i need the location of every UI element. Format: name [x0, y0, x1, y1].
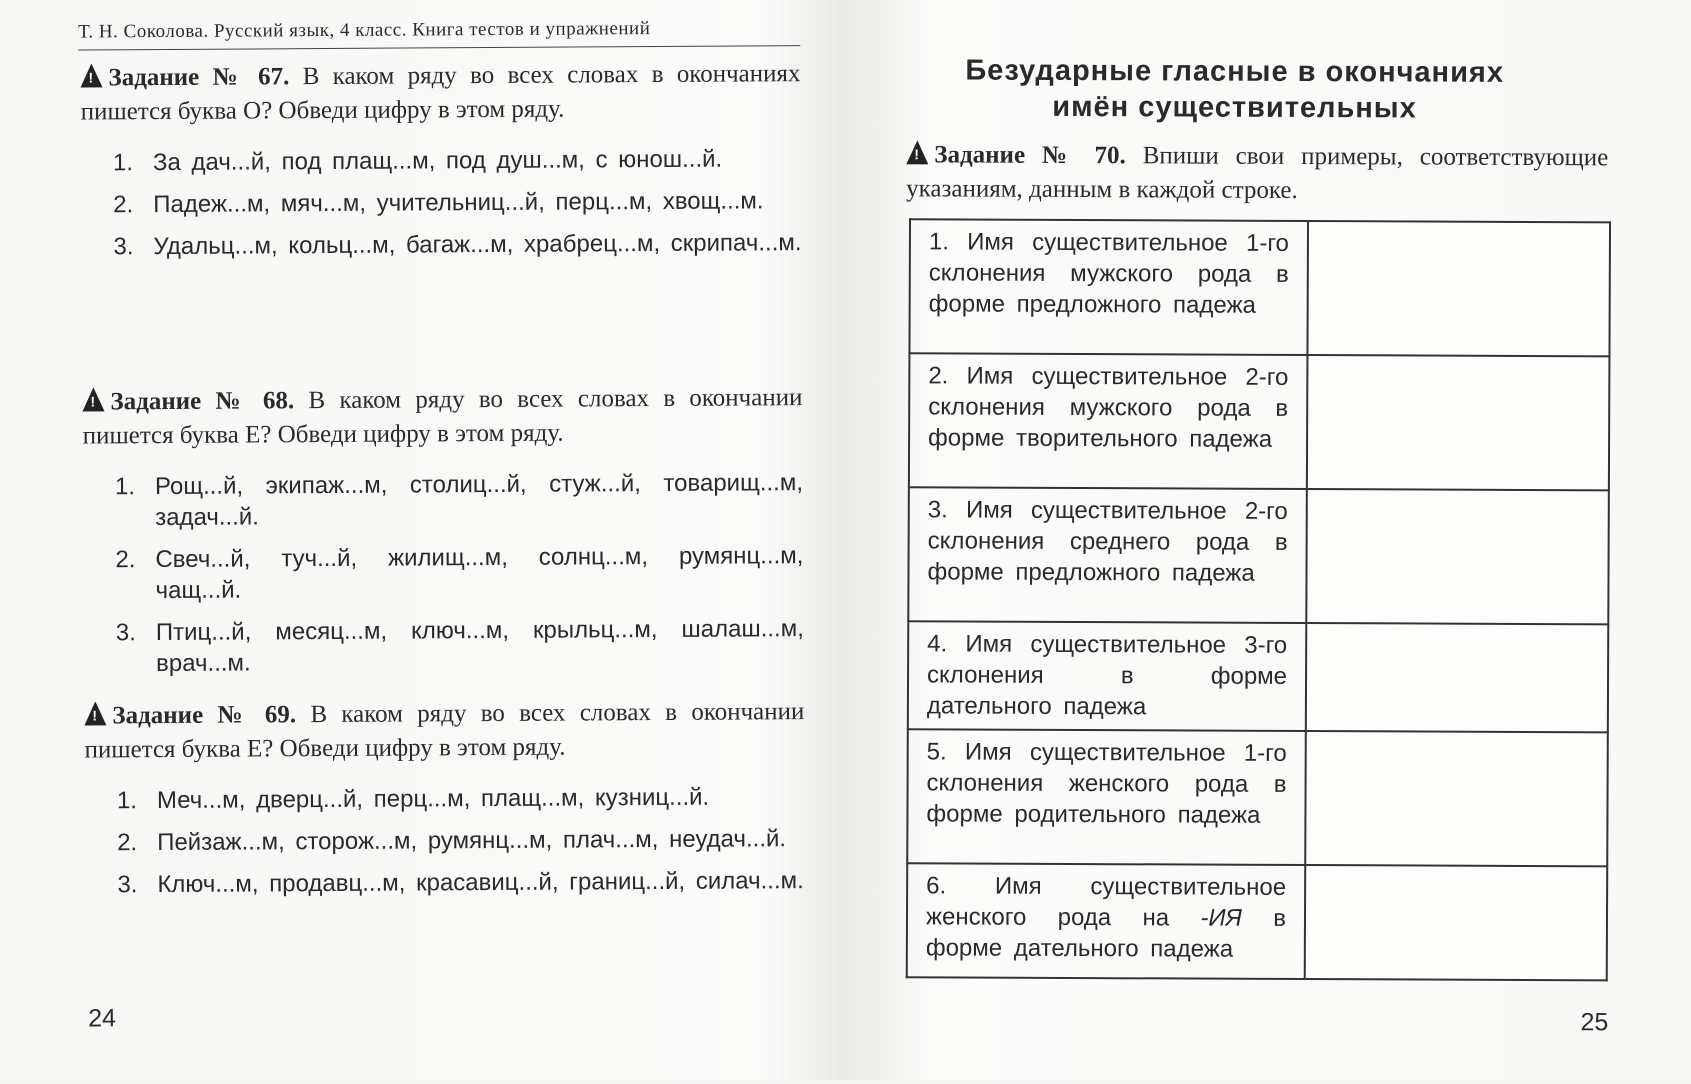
task-prompt: В каком ряду во всех словах в окончаниях пишется буква О? Обведи цифру в этом ряду.: [80, 60, 801, 126]
option-list: [115, 467, 804, 679]
row-instruction: 2. Имя существительное 2-го склонения мужского рода в форме творительного падежа: [909, 353, 1308, 489]
task-67: [80, 57, 801, 273]
task-prompt: Впиши свои примеры, соответствующие указаниям, данным в каждой строке.: [906, 142, 1609, 204]
option-item[interactable]: 1. За дач...й, под плащ...м, под душ...м, с юнош...й.: [112, 145, 723, 177]
task-prompt: В каком ряду во всех словах в окончании пишется буква Е? Обведи цифру в этом ряду.: [84, 698, 805, 764]
task-68: [82, 381, 804, 690]
option-item[interactable]: 3. Птиц...й, месяц...м, ключ...м, крыльц...м, шалаш...м, врач...м.: [115, 615, 804, 678]
row-instruction: 4. Имя существительное 3-го склонения в форме дательного падежа: [908, 621, 1306, 731]
option-item[interactable]: 1. Меч...м, дверц...й, перц...м, плащ...м, кузниц...й.: [116, 783, 710, 815]
answer-cell[interactable]: [1306, 623, 1608, 732]
row-instruction: 5. Имя существительное 1-го склонения женского рода в форме родительного падежа: [907, 729, 1306, 865]
page-number: 24: [88, 1004, 117, 1033]
warning-triangle-icon: [82, 387, 104, 411]
answer-cell[interactable]: [1307, 221, 1610, 356]
option-item[interactable]: 2. Пейзаж...м, сторож...м, румянц...м, плач...м, неудач...й.: [117, 825, 787, 857]
task-label: Задание № 67.: [108, 63, 290, 92]
option-item[interactable]: 3. Ключ...м, продавц...м, красавиц...й, границ...й, силач...м.: [117, 867, 804, 899]
answer-cell[interactable]: [1307, 355, 1610, 490]
option-item[interactable]: 2. Свеч...й, туч...й, жилищ...м, солнц...м, румянц...м, чащ...й.: [115, 542, 804, 605]
task-label: Задание № 68.: [110, 387, 295, 416]
task-69: [84, 695, 805, 911]
table-row: [908, 487, 1609, 624]
row-instruction: 6. Имя существительное женского рода на -ИЯ в форме дательного падежа: [907, 863, 1305, 979]
warning-triangle-icon: [84, 701, 106, 725]
task-prompt: В каком ряду во всех словах в окончании пишется буква Е? Обведи цифру в этом ряду.: [82, 384, 803, 450]
option-list: [117, 781, 806, 900]
table-row: [907, 863, 1607, 980]
task-label: Задание № 69.: [112, 701, 297, 730]
table-row: [908, 621, 1608, 732]
task-label: Задание № 70.: [934, 141, 1126, 170]
page-number: 25: [1580, 1008, 1609, 1037]
warning-triangle-icon: [906, 140, 928, 164]
table-row: [909, 353, 1610, 490]
running-head: Т. Н. Соколова. Русский язык, 4 класс. Книга тестов и упражнений: [78, 17, 800, 50]
table-row: [907, 729, 1608, 866]
answer-cell[interactable]: [1305, 731, 1608, 866]
row-instruction: 1. Имя существительное 1-го склонения мужского рода в форме предложного падежа: [909, 219, 1308, 355]
option-item[interactable]: 3. Удальц...м, кольц...м, багаж...м, храбрец...м, скрипач...м.: [113, 229, 802, 261]
task-70: [906, 138, 1608, 209]
answer-cell[interactable]: [1306, 489, 1609, 624]
option-item[interactable]: 2. Падеж...м, мяч...м, учительниц...й, перц...м, хвощ...м.: [113, 187, 764, 219]
warning-triangle-icon: [80, 63, 102, 87]
option-item[interactable]: 1. Рощ...й, экипаж...м, столиц...й, стуж...й, товарищ...м, задач...й.: [114, 469, 804, 532]
option-list: [113, 143, 802, 262]
section-title: Безударные гласные в окончаниях имён существительных: [965, 54, 1505, 125]
answer-cell[interactable]: [1305, 865, 1607, 980]
answer-table: [906, 218, 1611, 981]
table-row: [909, 219, 1610, 356]
row-instruction: 3. Имя существительное 2-го склонения среднего рода в форме предложного падежа: [908, 487, 1307, 623]
right-page: [840, 0, 1691, 1084]
